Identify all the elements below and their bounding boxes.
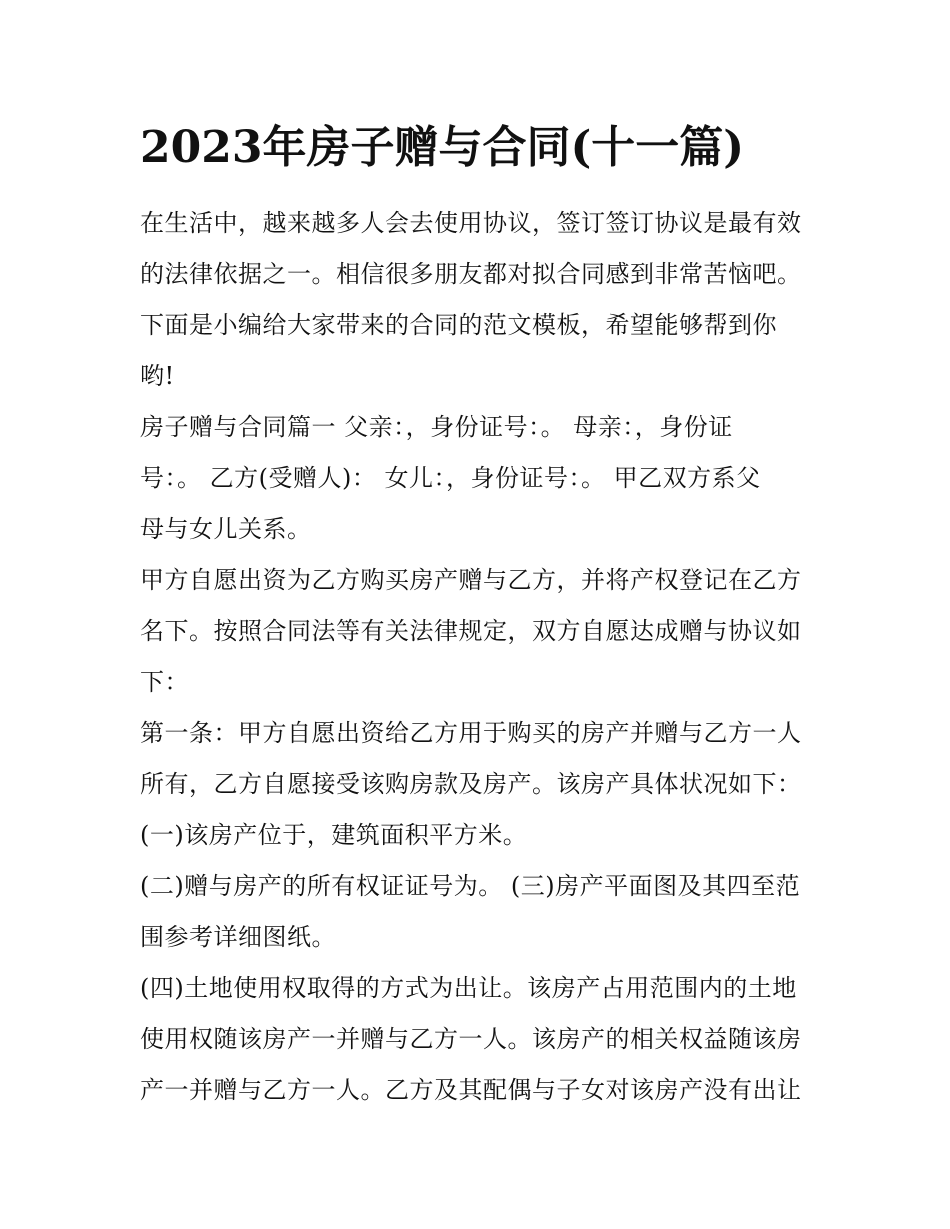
paragraph-line: 母与女儿关系。 — [140, 515, 312, 543]
paragraph-line: 房子赠与合同篇一 父亲：，身份证号：。 母亲：，身份证 — [140, 413, 733, 441]
paragraph-line: 围参考详细图纸。 — [140, 923, 336, 951]
paragraph-line: 甲方自愿出资为乙方购买房产赠与乙方，并将产权登记在乙方 — [140, 566, 802, 594]
paragraph-line: 下面是小编给大家带来的合同的范文模板，希望能够帮到你 — [140, 311, 777, 339]
paragraph-line: (一)该房产位于，建筑面积平方米。 — [140, 821, 528, 849]
paragraph-line: 第一条：甲方自愿出资给乙方用于购买的房产并赠与乙方一人 — [140, 719, 802, 747]
paragraph-line: 下： — [140, 668, 189, 696]
document-title: 2023年房子赠与合同(十一篇) — [140, 122, 745, 173]
paragraph-line: (二)赠与房产的所有权证证号为。 (三)房产平面图及其四至范 — [140, 872, 801, 900]
paragraph-line: 使用权随该房产一并赠与乙方一人。该房产的相关权益随该房 — [140, 1025, 802, 1053]
paragraph-line: 号：。 乙方(受赠人)： 女儿：，身份证号：。 甲乙双方系父 — [140, 464, 761, 492]
paragraph-line: 产一并赠与乙方一人。乙方及其配偶与子女对该房产没有出让 — [140, 1076, 802, 1104]
paragraph-line: 在生活中，越来越多人会去使用协议，签订签订协议是最有效 — [140, 209, 802, 237]
paragraph-line: 的法律依据之一。相信很多朋友都对拟合同感到非常苦恼吧。 — [140, 260, 802, 288]
paragraph-line: 所有，乙方自愿接受该购房款及房产。该房产具体状况如下： — [140, 770, 802, 798]
paragraph-line: 哟! — [140, 362, 175, 390]
paragraph-line: (四)土地使用权取得的方式为出让。该房产占用范围内的土地 — [140, 974, 797, 1002]
document-body — [140, 198, 812, 1116]
paragraph-line: 名下。按照合同法等有关法律规定，双方自愿达成赠与协议如 — [140, 617, 802, 645]
